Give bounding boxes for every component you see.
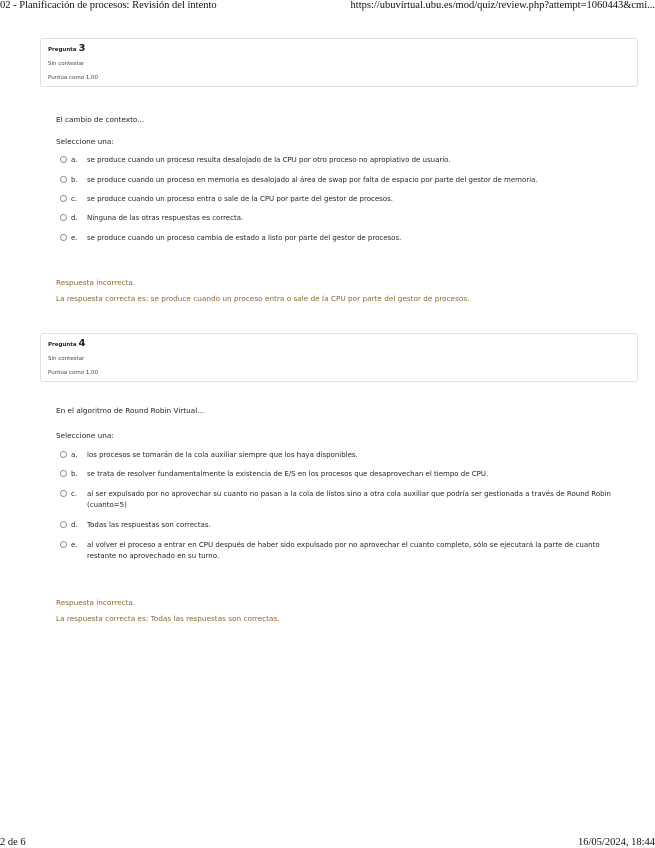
answer-letter: d. (71, 521, 78, 529)
question-number: Pregunta 4 (48, 338, 86, 349)
feedback-incorrect: Respuesta incorrecta. (56, 598, 136, 607)
radio-button[interactable] (60, 470, 67, 477)
answer-text: se produce cuando un proceso resulta desalojado de la CPU por otro proceso no apropiativo de usuario. (87, 156, 451, 164)
answer-prompt: Seleccione una: (56, 431, 114, 440)
print-page-url: https://ubuvirtual.ubu.es/mod/quiz/review.php?attempt=1060443&cmi... (350, 0, 655, 11)
radio-button[interactable] (60, 214, 67, 221)
radio-button[interactable] (60, 541, 67, 548)
radio-button[interactable] (60, 176, 67, 183)
question-info-box (40, 333, 638, 382)
question-text: En el algoritmo de Round Robin Virtual... (56, 406, 205, 415)
print-footer (0, 836, 655, 848)
radio-button[interactable] (60, 451, 67, 458)
radio-button[interactable] (60, 490, 67, 497)
answer-letter: c. (71, 490, 78, 498)
page-counter: 2 de 6 (0, 837, 26, 848)
answer-letter: a. (71, 156, 78, 164)
answer-letter: e. (71, 234, 78, 242)
answer-prompt: Seleccione una: (56, 137, 114, 146)
question-state: Sin contestar (48, 61, 85, 67)
feedback-correct-answer: La respuesta correcta es: Todas las respuestas son correctas. (56, 614, 280, 623)
question-state: Sin contestar (48, 356, 85, 362)
radio-button[interactable] (60, 195, 67, 202)
answer-letter: b. (71, 470, 78, 478)
question-text: El cambio de contexto... (56, 115, 145, 124)
answer-text: Todas las respuestas son correctas. (87, 521, 211, 529)
answer-letter: c. (71, 195, 78, 203)
answer-text: se produce cuando un proceso en memoria es desalojado al área de swap por falta de espacio por parte del gestor de memoria. (87, 176, 538, 184)
question-info-box (40, 38, 638, 87)
feedback-correct-answer: La respuesta correcta es: se produce cuando un proceso entra o sale de la CPU por parte del gestor de procesos. (56, 294, 470, 303)
answer-text: al ser expulsado por no aprovechar su cuanto no pasan a la cola de listos sino a otra cola auxiliar que podría ser gestionada a través de Round Robin (cuanto=5) (87, 490, 611, 509)
question-number: Pregunta 3 (48, 43, 86, 54)
answer-letter: e. (71, 541, 78, 549)
question-grade: Puntúa como 1,00 (48, 370, 99, 376)
answer-text: los procesos se tomarán de la cola auxiliar siempre que los haya disponibles. (87, 451, 358, 459)
answer-letter: b. (71, 176, 78, 184)
radio-button[interactable] (60, 521, 67, 528)
answer-letter: d. (71, 214, 78, 222)
question-grade: Puntúa como 1,00 (48, 75, 99, 81)
radio-button[interactable] (60, 156, 67, 163)
answer-letter: a. (71, 451, 78, 459)
feedback-incorrect: Respuesta incorrecta. (56, 278, 136, 287)
answer-text: al volver el proceso a entrar en CPU después de haber sido expulsado por no aprovechar el cuanto completo, sólo se ejecutará la parte de cuanto restante no aprovechado en su turno. (87, 541, 600, 560)
answer-text: Ninguna de las otras respuestas es correcta. (87, 214, 244, 222)
print-page-title: 02 - Planificación de procesos: Revisión del intento (0, 0, 217, 11)
radio-button[interactable] (60, 234, 67, 241)
print-date: 16/05/2024, 18:44 (577, 837, 655, 848)
answer-text: se produce cuando un proceso cambia de estado a listo por parte del gestor de procesos. (87, 234, 402, 242)
answer-text: se produce cuando un proceso entra o sale de la CPU por parte del gestor de procesos. (87, 195, 393, 203)
answer-text: se trata de resolver fundamentalmente la existencia de E/S en los procesos que desaprovechan el tiempo de CPU. (87, 470, 489, 478)
print-header (0, 0, 655, 14)
